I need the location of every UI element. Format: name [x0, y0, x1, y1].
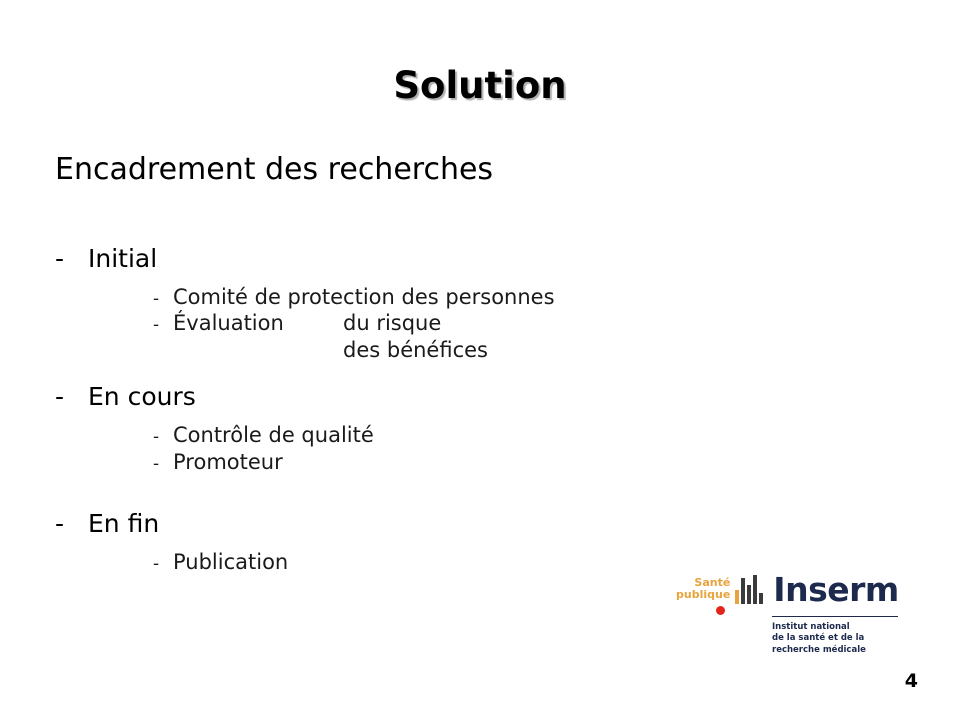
bullet-dash: - — [153, 315, 160, 336]
logo-subtitle — [772, 622, 898, 656]
section-heading: Encadrement des recherches — [55, 152, 494, 187]
list-item-label-continuation: des bénéfices — [343, 338, 488, 363]
logo-subtitle-line2: de la santé et de la recherche médicale — [772, 633, 866, 655]
bullet-dash: - — [153, 553, 160, 574]
list-item-label-secondary: du risque — [343, 311, 442, 336]
list-item — [153, 449, 755, 476]
bullet-dash: - — [55, 244, 65, 273]
logo-tagline-line2: publique — [676, 588, 731, 601]
logo-tagline — [676, 577, 730, 602]
logo-subtitle-line1: Institut national — [772, 622, 850, 632]
list-item — [153, 422, 755, 449]
list-item — [153, 284, 755, 311]
list-item — [55, 382, 755, 412]
spacer — [55, 475, 755, 509]
spacer — [55, 274, 755, 284]
list-item-label: Publication — [173, 549, 289, 574]
page-title: Solution — [393, 64, 567, 107]
logo-top-row — [676, 566, 898, 612]
list-item-label: Promoteur — [173, 449, 283, 474]
list-item — [55, 509, 755, 539]
inserm-logo — [676, 566, 899, 655]
list-item-label: En cours — [88, 382, 196, 412]
bullet-dash: - — [55, 382, 65, 412]
spacer — [173, 337, 343, 364]
list-item — [153, 549, 755, 576]
list-item-label: Évaluation — [173, 311, 284, 336]
bullet-dash: - — [153, 453, 160, 474]
spacer — [55, 412, 755, 422]
equalizer-bars-icon — [735, 574, 765, 604]
list-item-label: Contrôle de qualité — [173, 422, 374, 447]
bullet-dash: - — [153, 288, 160, 309]
spacer — [55, 364, 755, 382]
list-item — [153, 310, 755, 337]
spacer — [55, 539, 755, 549]
logo-tagline-line1: Santé — [694, 575, 731, 589]
list-item-label: En fin — [88, 509, 160, 539]
page-number: 4 — [904, 670, 918, 692]
list-item-continuation — [173, 337, 755, 364]
list-item-label: Initial — [88, 244, 158, 273]
bullet-dash: - — [153, 426, 160, 447]
outline-body — [55, 244, 755, 576]
list-item-label: Comité de protection des personnes — [173, 284, 555, 309]
logo-wordmark: Inserm — [773, 569, 899, 609]
list-item — [55, 244, 755, 274]
logo-divider — [772, 616, 898, 617]
bullet-dash: - — [55, 509, 65, 539]
logo-dot-icon — [716, 606, 725, 615]
